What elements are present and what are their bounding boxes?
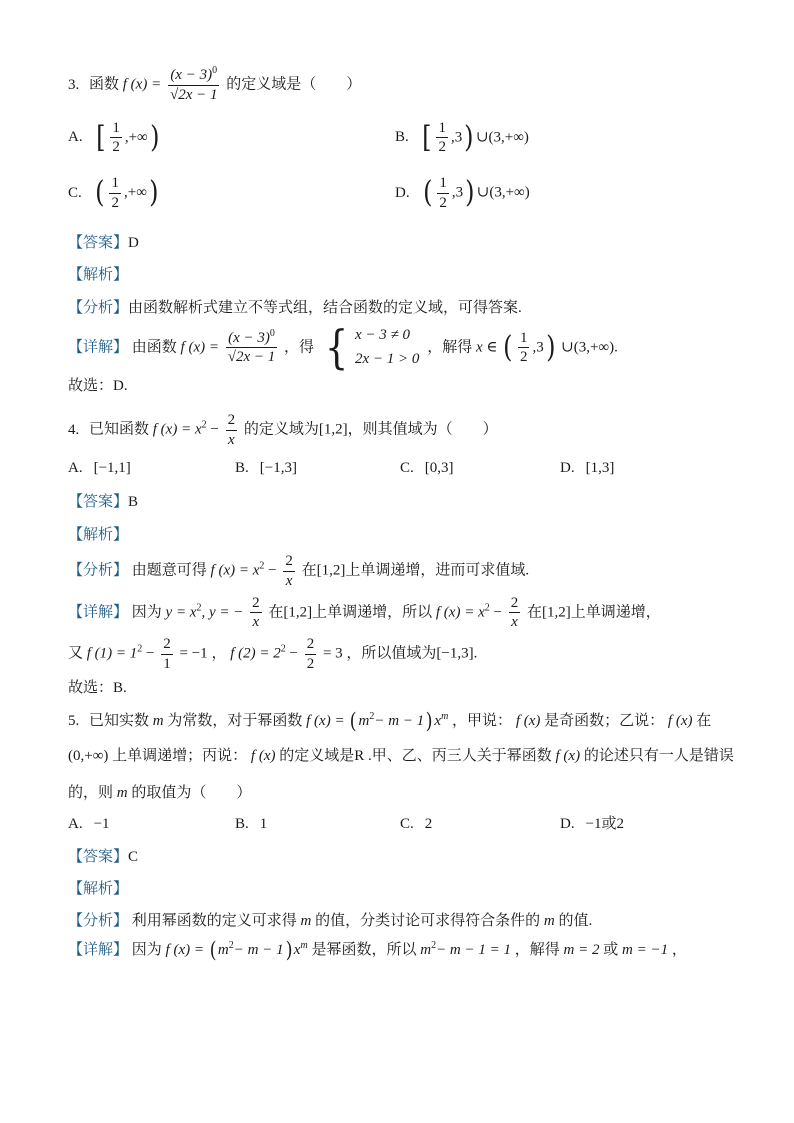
fraction-numerator: 2 (306, 636, 315, 653)
text-run: 已知实数 (89, 713, 150, 730)
math-run: ,+∞ (123, 184, 147, 201)
fraction (226, 329, 278, 368)
exponent: 2 (431, 940, 437, 952)
text-run: 由题意可得 (131, 562, 207, 579)
fraction-denominator: 2 (112, 139, 120, 156)
fraction-numerator (168, 66, 220, 85)
close-paren: ) (425, 709, 433, 734)
math-run: ∪(3,+∞). (561, 339, 618, 356)
fraction-denominator: 2 (438, 139, 446, 156)
option-d-value: −1或2 (585, 816, 625, 833)
fraction-denominator: 2 (439, 194, 447, 211)
minus-sign: − (493, 604, 502, 621)
question-5-number: 5. (68, 713, 80, 730)
fraction (168, 66, 220, 105)
minus-sign: − (289, 645, 298, 662)
math-run: m (300, 912, 312, 929)
text-run: 的定义域是（ ） (226, 76, 362, 93)
radical-icon: √ (169, 86, 179, 103)
text-run: 的定义域是R .甲、乙、丙三人关于幂函数 (279, 748, 552, 765)
question-5-stem-line-2 (68, 747, 738, 767)
math-run: = −1 (179, 645, 208, 662)
radicand: 2x − 1 (178, 86, 218, 103)
question-3-options-row-2 (68, 174, 738, 213)
math-run: f (x) (515, 713, 541, 730)
fraction (436, 119, 448, 158)
option-c[interactable] (400, 815, 560, 835)
option-d[interactable] (395, 174, 738, 213)
fenxi-label: 【分析】 (68, 912, 129, 929)
math-run: f (x) = x (210, 562, 260, 579)
radicand: 2x − 1 (235, 349, 276, 366)
fraction-denominator: 2 (111, 194, 119, 211)
option-d[interactable] (560, 459, 738, 479)
math-run: f (2) = 2 (230, 645, 281, 662)
math-run: = 3 (322, 645, 343, 662)
question-5-fenxi-line (68, 912, 738, 932)
text-run: 函数 (89, 76, 120, 93)
fraction-numerator: 1 (439, 175, 447, 191)
fraction-denominator: 2 (306, 655, 315, 672)
question-5-jiexi-line (68, 880, 738, 900)
fraction-numerator: 2 (252, 594, 260, 611)
text-run: 在[1,2]上单调递增， (526, 604, 661, 621)
question-4-number: 4. (68, 421, 80, 438)
question-5-detail-line (68, 940, 738, 961)
fraction (110, 119, 122, 158)
question-3-jiexi-line (68, 266, 738, 286)
brace-icon: { (324, 320, 349, 374)
exponent: m (300, 940, 308, 952)
jiexi-label: 【解析】 (68, 881, 129, 898)
fraction-numerator (226, 329, 278, 348)
text-run: 为常数，对于幂函数 (167, 713, 303, 730)
text-run: ，得 (283, 339, 314, 356)
math-run: − m − 1 (233, 942, 284, 959)
open-paren: ( (349, 709, 357, 734)
math-run: ,3 (532, 339, 544, 356)
fraction-numerator: 2 (163, 636, 171, 653)
answer-value: C (128, 848, 139, 865)
question-4-fenxi-line (68, 552, 738, 591)
question-3-answer-line (68, 234, 738, 254)
text-run: 因为 (131, 604, 162, 621)
text-run: 利用幂函数的定义可求得 (131, 912, 297, 929)
text-run: 在[1,2]上单调递增，进而可求值域. (301, 562, 530, 579)
fraction-numerator: 1 (112, 119, 120, 136)
open-bracket: [ (421, 119, 432, 155)
option-b-label: B. (235, 816, 249, 833)
question-5-stem-line-1 (68, 711, 738, 732)
math-run: f (x) (555, 748, 581, 765)
fraction-denominator: x (283, 571, 295, 591)
text-run: 的取值为（ ） (131, 784, 252, 801)
option-b[interactable] (235, 459, 400, 479)
open-bracket: [ (95, 119, 106, 155)
detail-label: 【详解】 (68, 339, 129, 356)
fenxi-label: 【分析】 (68, 299, 129, 316)
option-a[interactable] (68, 815, 235, 835)
exponent: m (441, 711, 449, 723)
question-4-answer-line (68, 493, 738, 513)
close-paren: ) (285, 938, 293, 963)
math-run: f (x) = (122, 76, 162, 93)
text-run: 的定义域为[1,2]，则其值域为（ ） (243, 421, 498, 438)
fraction-denominator: x (226, 430, 238, 450)
case-2: 2x − 1 > 0 (355, 350, 420, 367)
close-paren: ) (149, 175, 159, 211)
text-run: 又 (68, 645, 84, 662)
fraction-denominator (168, 85, 220, 105)
fenxi-text: 由函数解析式建立不等式组，结合函数的定义域，可得答案. (128, 299, 522, 316)
math-run: x (434, 713, 442, 730)
minus-sign: − (210, 421, 219, 438)
question-3-detail-line (68, 320, 738, 374)
text-run: ，解得 (427, 339, 473, 356)
question-3-options-row-1 (68, 119, 738, 158)
fraction (226, 411, 238, 450)
fraction (509, 594, 521, 633)
answer-label: 【答案】 (68, 234, 129, 251)
option-b-value: [−1,3] (259, 459, 297, 476)
option-c-value: [0,3] (424, 459, 454, 476)
question-4-conclusion (68, 679, 738, 699)
fraction (250, 594, 262, 633)
option-d-label: D. (560, 459, 575, 476)
question-4-detail-line-2 (68, 635, 738, 674)
exponent: 2 (196, 602, 202, 614)
text-run: 或 (603, 942, 619, 959)
math-run: m (420, 942, 432, 959)
answer-label: 【答案】 (68, 494, 129, 511)
math-run: ∪(3,+∞) (476, 184, 530, 201)
math-run: m (152, 713, 164, 730)
text-run: ，所以值域为[−1,3]. (346, 645, 478, 662)
math-run: m = −1 (622, 942, 669, 959)
math-run: − m − 1 = 1 (436, 942, 512, 959)
text-run: ， (211, 645, 227, 662)
jiexi-label: 【解析】 (68, 267, 129, 283)
exponent: 2 (259, 560, 265, 572)
open-paren: ( (422, 175, 433, 211)
text-run: 的，则 (68, 784, 114, 801)
math-run: ∪(3,+∞) (475, 129, 529, 146)
exponent: 2 (137, 643, 143, 655)
fraction-denominator: 2 (519, 349, 528, 366)
option-a-value: [−1,1] (93, 459, 131, 476)
text-run: 的值，分类讨论可求得符合条件的 (315, 912, 541, 929)
open-paren: ( (209, 938, 217, 963)
question-3-stem (68, 66, 738, 105)
question-4-detail-line-1 (68, 594, 738, 633)
option-a[interactable] (68, 119, 395, 158)
math-run: , y = − (201, 604, 244, 621)
math-run: m (543, 912, 555, 929)
text-run: 在 (696, 713, 712, 730)
option-d-label: D. (395, 184, 410, 201)
question-5-answer-line (68, 848, 738, 868)
option-c-label: C. (68, 184, 82, 201)
fraction-numerator: 1 (519, 329, 528, 346)
fraction (437, 174, 449, 213)
open-paren: ( (503, 329, 513, 365)
close-paren: ) (149, 119, 160, 155)
math-run: ,3 (450, 129, 463, 146)
option-b[interactable] (235, 815, 400, 835)
minus-sign: − (268, 562, 277, 579)
math-run: (x − 3) (170, 67, 213, 83)
exponent: 0 (212, 65, 218, 76)
exponent: 2 (369, 711, 375, 723)
conclusion-text: 故选：D. (68, 377, 128, 394)
text-run: ，甲说： (452, 713, 513, 730)
math-run: m (358, 713, 370, 730)
answer-value: D (128, 234, 139, 251)
math-run: m (217, 942, 229, 959)
minus-sign: − (146, 645, 155, 662)
fraction-denominator (226, 347, 278, 367)
option-a-value: −1 (93, 816, 110, 833)
exponent: 2 (484, 602, 490, 614)
question-4-options-row (68, 459, 738, 479)
text-run: ，解得 (514, 942, 560, 959)
math-run: f (x) = (165, 942, 204, 959)
open-paren: ( (94, 175, 105, 211)
cases-rows (355, 326, 419, 369)
question-3-number: 3. (68, 76, 80, 93)
option-a-label: A. (68, 459, 83, 476)
fraction-denominator: x (250, 612, 262, 632)
exponent: 2 (201, 419, 207, 431)
question-3-conclusion (68, 377, 738, 397)
fraction-denominator: x (509, 612, 521, 632)
option-d[interactable] (560, 815, 738, 835)
fraction-numerator: 2 (285, 553, 293, 570)
text-run: 的论述只有一人是错误 (583, 748, 734, 765)
jiexi-label: 【解析】 (68, 526, 129, 543)
math-run: − m − 1 (374, 713, 425, 730)
answer-value: B (128, 494, 139, 511)
fraction (161, 635, 173, 674)
math-run: f (x) (667, 713, 693, 730)
option-a-label: A. (68, 816, 83, 833)
case-1: x − 3 ≠ 0 (355, 327, 411, 344)
option-b-label: B. (395, 129, 409, 146)
math-run: f (1) = 1 (86, 645, 138, 662)
option-d-value: [1,3] (585, 459, 615, 476)
math-run: x (293, 942, 301, 959)
text-run: 是奇函数；乙说： (544, 713, 665, 730)
option-c[interactable] (400, 459, 560, 479)
math-run: f (x) = (306, 713, 345, 730)
exponent: 2 (280, 643, 286, 655)
option-b-value: 1 (259, 816, 268, 833)
math-run: f (x) = (180, 339, 219, 356)
fraction-denominator: 1 (163, 655, 171, 672)
fraction (109, 174, 121, 213)
conclusion-text: 故选：B. (68, 679, 127, 696)
option-a[interactable] (68, 459, 235, 479)
math-run: f (x) = x (152, 421, 202, 438)
text-run: 由函数 (131, 339, 177, 356)
math-run: x ∈ (475, 339, 498, 356)
text-run: 已知函数 (89, 421, 150, 438)
close-paren: ) (464, 119, 474, 155)
system-of-inequalities (322, 320, 420, 374)
text-run: 上单调递增；丙说： (112, 748, 248, 765)
text-run: 在[1,2]上单调递增，所以 (268, 604, 433, 621)
fraction (283, 552, 295, 591)
text-run: 因为 (131, 942, 162, 959)
question-3-fenxi-line (68, 299, 738, 319)
detail-label: 【详解】 (68, 942, 129, 959)
fraction (518, 329, 530, 368)
option-c-value: 2 (424, 816, 433, 833)
option-b[interactable] (395, 119, 738, 158)
math-run: f (x) (250, 748, 276, 765)
close-paren: ) (545, 329, 556, 365)
option-c[interactable] (68, 174, 395, 213)
question-4-jiexi-line (68, 526, 738, 546)
radical-icon: √ (227, 349, 236, 366)
math-run: f (x) = x (435, 604, 485, 621)
math-run: ,+∞ (124, 129, 148, 146)
detail-label: 【详解】 (68, 604, 129, 621)
question-5-stem-line-3 (68, 784, 738, 804)
math-run: (x − 3) (228, 329, 270, 346)
fraction-numerator: 2 (227, 412, 236, 429)
math-run: m (116, 784, 128, 801)
text-run: ， (671, 942, 687, 959)
math-run: m = 2 (563, 942, 600, 959)
fenxi-label: 【分析】 (68, 562, 129, 579)
math-run: ,3 (451, 184, 464, 201)
option-c-label: C. (400, 459, 414, 476)
option-a-label: A. (68, 129, 83, 146)
answer-label: 【答案】 (68, 848, 129, 865)
text-run: 是幂函数，所以 (311, 942, 417, 959)
exponent: 0 (269, 327, 275, 339)
math-run: (0,+∞) (68, 748, 109, 765)
fraction-numerator: 1 (438, 119, 446, 136)
close-paren: ) (465, 175, 475, 211)
exponent: 2 (228, 940, 234, 952)
option-c-label: C. (400, 816, 414, 833)
question-4-stem (68, 411, 738, 450)
question-5-options-row (68, 815, 738, 835)
text-run: 的值. (558, 912, 593, 929)
fraction (305, 635, 317, 674)
option-d-label: D. (560, 816, 575, 833)
math-run: y = x (165, 604, 197, 621)
option-b-label: B. (235, 459, 249, 476)
fraction-numerator: 1 (111, 175, 119, 191)
fraction-numerator: 2 (510, 594, 519, 611)
